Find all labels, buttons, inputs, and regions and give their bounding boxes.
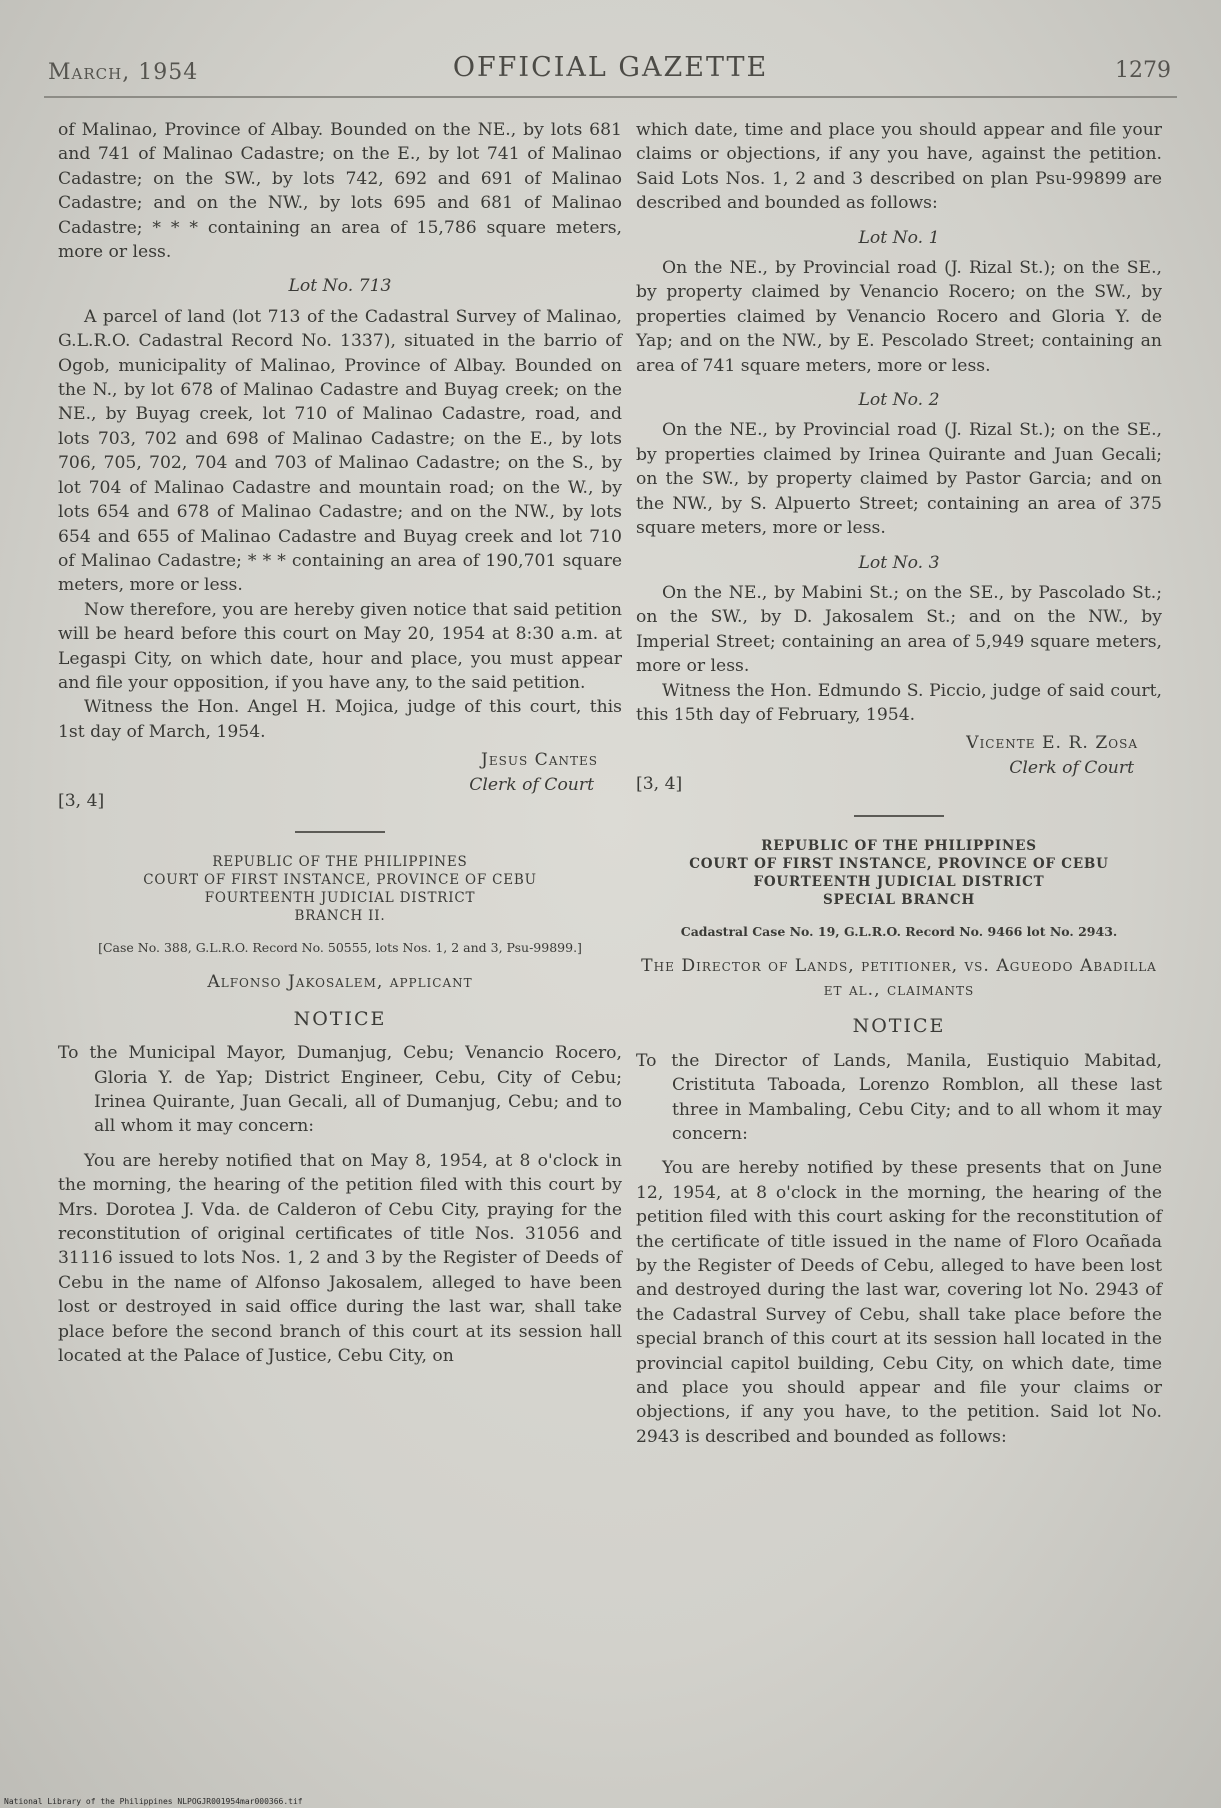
left-paragraph-5: You are hereby notified that on May 8, 1954, at 8 o'clock in the morning, the hearing of the petition filed with this court by Mrs. Dorotea J. Vda. de Calderon of Cebu City, praying for the reconstitution of original certificates of title Nos. 31056 and 31116 issued to lots Nos. 1, 2 and 3 by the Register of Deeds of Cebu in the name of Alfonso Jakosalem, alleged to have been lost or destroyed in said office during the last war, shall take place before the second branch of this court at its session hall located at the Palace of Justice, Cebu City, on (58, 1150, 622, 1367)
right-paragraph-5: Witness the Hon. Edmundo S. Piccio, judge of said court, this 15th day of February, 1954. (636, 680, 1162, 725)
left-caption-1: REPUBLIC OF THE PHILIPPINES (212, 854, 468, 871)
right-paragraph-1: which date, time and place you should appear and file your claims or objections, if any you have, against the petition. Said Lots Nos. 1, 2 and 3 described on plan Psu-99899 are described and bounded as follows: (636, 120, 1162, 214)
right-paragraph-2: On the NE., by Provincial road (J. Rizal St.); on the SE., by property claimed by Venancio Rocero; on the SW., by properties claimed by Venancio Rocero and Gloria Y. de Yap; and on the NW., by E. Pescolado Street; containing an area of 741 square meters, more or less. (636, 258, 1162, 376)
right-caption-4: SPECIAL BRANCH (822, 891, 976, 908)
left-separator (295, 831, 385, 833)
left-column (58, 118, 622, 1368)
left-notice-heading: NOTICE (293, 1007, 387, 1030)
right-signature-title: Clerk of Court (1009, 757, 1134, 778)
left-signature-title: Clerk of Court (469, 774, 594, 795)
right-addressees: To the Director of Lands, Manila, Eustiquio Mabitad, Cristituta Taboada, Lorenzo Romblon, all these last three in Mambaling, Cebu City; and to all whom it may concern: (636, 1050, 1162, 1144)
right-caption-2: COURT OF FIRST INSTANCE, PROVINCE OF CEBU (689, 855, 1109, 872)
right-column (636, 118, 1162, 1449)
header-date: March, 1954 (48, 60, 199, 85)
right-caption-1: REPUBLIC OF THE PHILIPPINES (761, 837, 1037, 854)
lot-2-heading: Lot No. 2 (858, 390, 940, 411)
left-paragraph-1: of Malinao, Province of Albay. Bounded on the NE., by lots 681 and 741 of Malinao Cadastre; on the E., by lot 741 of Malinao Cadastre; on the SW., by lots 742, 692 and 691 of Malinao Cadastre; and on the NW., by lots 695 and 681 of Malinao Cadastre; * * * containing an area of 15,786 square meters, more or less. (58, 120, 622, 263)
left-paragraph-2: A parcel of land (lot 713 of the Cadastral Survey of Malinao, G.L.R.O. Cadastral Record No. 1337), situated in the barrio of Ogob, municipality of Malinao, Province of Albay. Bounded on the N., by lot 678 of Malinao Cadastre and Buyag creek; on the NE., by Buyag creek, lot 710 of Malinao Cadastre, road, and lots 703, 702 and 698 of Malinao Cadastre; on the E., by lots 706, 705, 702, 704 and 703 of Malinao Cadastre; on the S., by lot 704 of Malinao Cadastre and mountain road; on the W., by lots 654 and 678 of Malinao Cadastre; and on the NW., by lots 654 and 655 of Malinao Cadastre and Buyag creek and lot 710 of Malinao Cadastre; * * * containing an area of 190,701 square meters, more or less. (58, 306, 622, 596)
lot-3-heading: Lot No. 3 (858, 552, 940, 573)
left-case-line: [Case No. 388, G.L.R.O. Record No. 50555, lots Nos. 1, 2 and 3, Psu-99899.] (98, 940, 582, 956)
left-addressees: To the Municipal Mayor, Dumanjug, Cebu; Venancio Rocero, Gloria Y. de Yap; District Engineer, Cebu, City of Cebu; Irinea Quirante, Juan Gecali, all of Dumanjug, Cebu; and to all whom it may concern: (58, 1043, 622, 1137)
lot-713-heading: Lot No. 713 (288, 276, 392, 297)
lot-1-heading: Lot No. 1 (858, 227, 940, 248)
right-caption-3: FOURTEENTH JUDICIAL DISTRICT (753, 873, 1045, 890)
right-signature-name: Vicente E. R. Zosa (966, 733, 1138, 754)
left-signature-name: Jesus Cantes (481, 750, 598, 771)
left-reference: [3, 4] (58, 790, 105, 811)
header-rule (44, 96, 1177, 98)
right-paragraph-6: You are hereby notified by these presents that on June 12, 1954, at 8 o'clock in the morning, the hearing of the petition filed with this court asking for the reconstitution of the certificate of title issued in the name of Floro Ocañada by the Register of Deeds of Cebu, alleged to have been lost and destroyed during the last war, covering lot No. 2943 of the Cadastral Survey of Cebu, shall take place before the special branch of this court at its session hall located in the provincial capitol building, Cebu City, on which date, time and place you should appear and file your claims or objections, if any you have, to the petition. Said lot No. 2943 is described and bounded as follows: (636, 1158, 1162, 1447)
page-header (40, 48, 1181, 88)
right-notice-heading: NOTICE (852, 1015, 946, 1038)
right-paragraph-3: On the NE., by Provincial road (J. Rizal St.); on the SE., by properties claimed by Irinea Quirante and Juan Gecali; on the SW., by property claimed by Pastor Garcia; and on the NW., by S. Alpuerto Street; containing an area of 375 square meters, more or less. (636, 420, 1162, 539)
left-party: Alfonso Jakosalem, applicant (207, 972, 473, 993)
left-caption-3: FOURTEENTH JUDICIAL DISTRICT (204, 890, 476, 907)
left-paragraph-4: Witness the Hon. Angel H. Mojica, judge of this court, this 1st day of March, 1954. (58, 697, 622, 742)
left-caption-4: BRANCH II. (294, 908, 386, 925)
scan-footer: National Library of the Philippines NLPOGJR001954mar000366.tif (4, 1797, 303, 1806)
right-paragraph-4: On the NE., by Mabini St.; on the SE., by Pascolado St.; on the SW., by D. Jakosalem St.; and on the NW., by Imperial Street; containing an area of 5,949 square meters, more or less. (636, 582, 1162, 677)
header-page-number: 1279 (1115, 58, 1171, 83)
right-reference: [3, 4] (636, 774, 683, 795)
right-party: The Director of Lands, petitioner, vs. Agueodo Abadilla et al., claimants (641, 955, 1157, 1000)
left-paragraph-3: Now therefore, you are hereby given notice that said petition will be heard before this court on May 20, 1954 at 8:30 a.m. at Legaspi City, on which date, hour and place, you must appear and file your opposition, if you have any, to the said petition. (58, 599, 622, 693)
right-separator (854, 815, 944, 817)
header-title: OFFICIAL GAZETTE (452, 52, 769, 83)
right-case-line: Cadastral Case No. 19, G.L.R.O. Record No. 9466 lot No. 2943. (680, 923, 1118, 939)
left-caption-2: COURT OF FIRST INSTANCE, PROVINCE OF CEBU (143, 872, 537, 889)
